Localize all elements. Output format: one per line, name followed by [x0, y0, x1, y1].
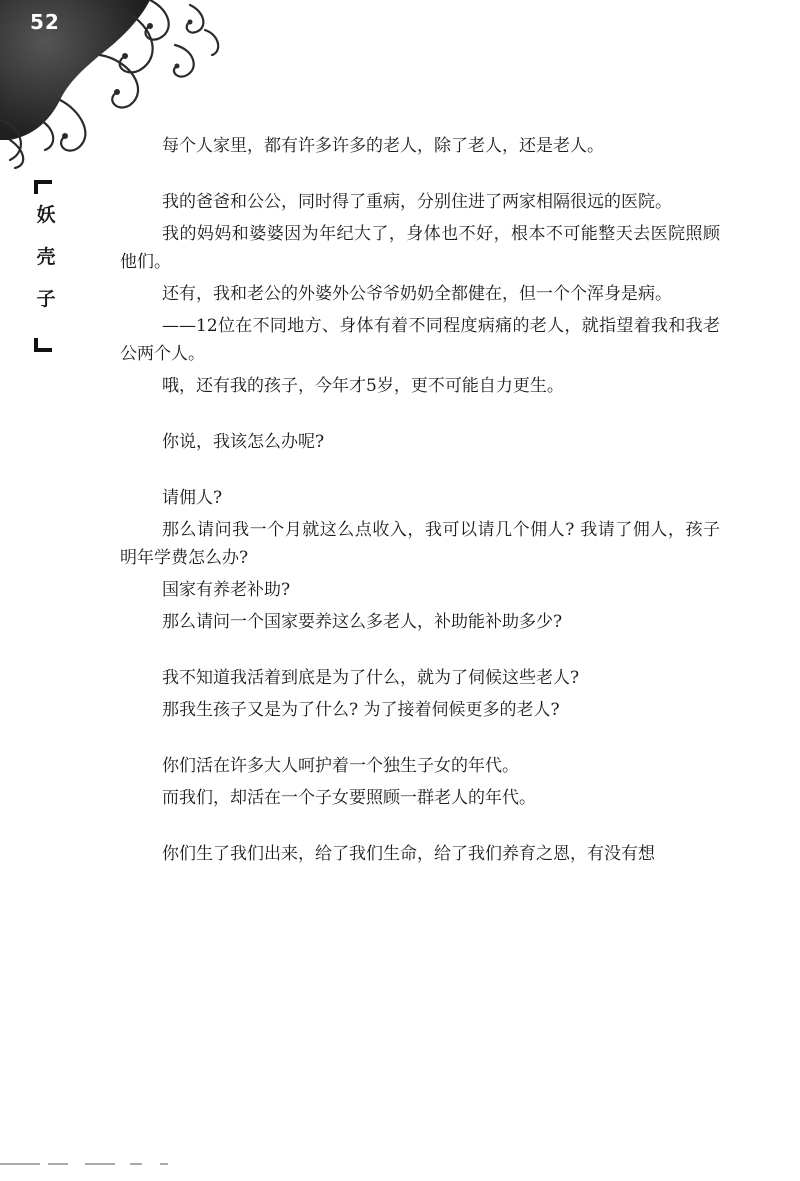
paragraph: 那么请问一个国家要养这么多老人，补助能补助多少? — [162, 612, 563, 632]
side-title — [26, 180, 66, 352]
page-body — [120, 132, 720, 868]
side-title-char: 壳 — [36, 246, 56, 268]
page-number: 52 — [30, 10, 60, 34]
paragraph: 还有，我和老公的外婆外公爷爷奶奶全都健在，但一个个浑身是病。 — [162, 284, 672, 304]
paragraph: 那么请问我一个月就这么点收入，我可以请几个佣人? 我请了佣人，孩子明年学费怎么办? — [120, 520, 720, 568]
scan-artifact — [0, 1160, 180, 1168]
side-title-char: 子 — [36, 288, 56, 310]
paragraph: 我不知道我活着到底是为了什么，就为了伺候这些老人? — [162, 668, 580, 688]
paragraph: 那我生孩子又是为了什么? 为了接着伺候更多的老人? — [162, 700, 560, 720]
paragraph: 国家有养老补助? — [162, 580, 291, 600]
paragraph: 我的爸爸和公公，同时得了重病，分别住进了两家相隔很远的医院。 — [162, 192, 672, 212]
paragraph: 我的妈妈和婆婆因为年纪大了，身体也不好，根本不可能整天去医院照顾他们。 — [120, 224, 720, 272]
bracket-top — [34, 180, 52, 194]
paragraph: 每个人家里，都有许多许多的老人，除了老人，还是老人。 — [162, 136, 604, 156]
paragraph: 哦，还有我的孩子，今年才5岁，更不可能自力更生。 — [162, 376, 564, 396]
paragraph: 你们生了我们出来，给了我们生命，给了我们养育之恩，有没有想 — [162, 844, 655, 864]
paragraph: 你们活在许多大人呵护着一个独生子女的年代。 — [162, 756, 519, 776]
paragraph: 而我们，却活在一个子女要照顾一群老人的年代。 — [162, 788, 536, 808]
side-title-char: 妖 — [36, 204, 56, 226]
paragraph: ——12位在不同地方、身体有着不同程度病痛的老人，就指望着我和我老公两个人。 — [120, 316, 720, 364]
paragraph: 请佣人? — [162, 488, 223, 508]
paragraph: 你说，我该怎么办呢? — [162, 432, 325, 452]
bracket-bottom — [34, 338, 52, 352]
